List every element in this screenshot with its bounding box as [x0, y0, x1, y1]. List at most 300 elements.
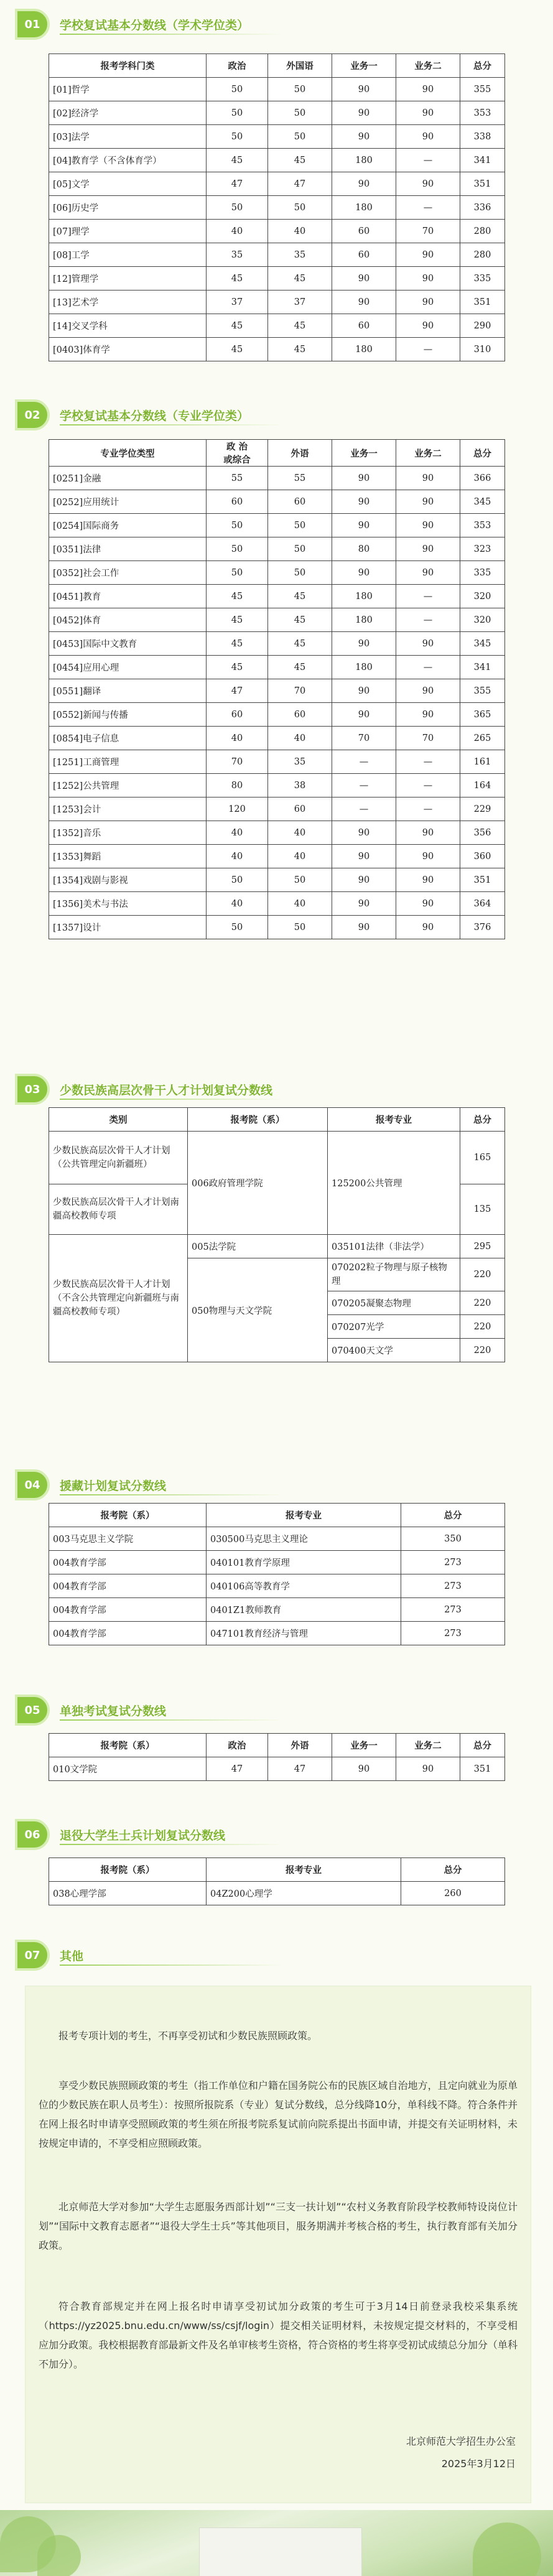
table-row — [49, 243, 505, 267]
table-cell: 90 — [396, 561, 460, 585]
table-cell: 90 — [332, 514, 396, 537]
title-underline — [60, 1965, 284, 1966]
leaf-decoration — [37, 2535, 81, 2576]
table-cell: 40 — [207, 821, 268, 845]
table-cell: 90 — [396, 172, 460, 196]
table-cell: 45 — [268, 338, 332, 361]
table-cell: 070205凝聚态物理 — [328, 1291, 460, 1315]
table-cell: 90 — [332, 467, 396, 490]
table-row — [49, 338, 505, 361]
table-cell: 50 — [207, 514, 268, 537]
table-cell: 351 — [460, 868, 505, 892]
column-header: 政 治 或综合 — [207, 440, 268, 467]
table-cell: 338 — [460, 125, 505, 149]
table-cell: — — [396, 797, 460, 821]
column-header: 政治 — [207, 54, 268, 78]
section-number-badge: 01 — [15, 9, 50, 40]
section-number-badge: 02 — [15, 399, 50, 430]
table-cell: 165 — [460, 1132, 505, 1184]
column-header: 业务一 — [332, 1734, 396, 1757]
table-cell: 220 — [460, 1339, 505, 1362]
professional-degree-score-table — [49, 439, 505, 939]
table-cell: 少数民族高层次骨干人才计划南疆高校教师专项 — [49, 1184, 188, 1235]
table-cell: — — [396, 149, 460, 172]
section-1 — [0, 0, 553, 355]
table-row — [49, 149, 505, 172]
notice-paragraph-3: 北京师范大学对参加“大学生志愿服务西部计划”“三支一扶计划”“农村义务教育阶段学校教师特设岗位计划”“国际中文教育志愿者”“退役大学生士兵”等其他项目，服务期满并考核合格的考生，执行教育部有关加分政策。 — [39, 2201, 518, 2251]
table-cell: 220 — [460, 1315, 505, 1339]
table-cell: 37 — [207, 291, 268, 314]
table-cell: 50 — [207, 916, 268, 939]
table-row — [49, 703, 505, 727]
table-cell: 355 — [460, 679, 505, 703]
table-cell: 90 — [396, 703, 460, 727]
table-cell: 265 — [460, 727, 505, 750]
table-cell: 006政府管理学院 — [188, 1132, 328, 1235]
table-cell: [0254]国际商务 — [49, 514, 207, 537]
table-cell: 40 — [268, 845, 332, 868]
column-header: 报考院（系） — [49, 1734, 207, 1757]
table-row — [49, 845, 505, 868]
table-cell: [0451]教育 — [49, 585, 207, 608]
table-cell: 45 — [207, 585, 268, 608]
table-cell: [14]交叉学科 — [49, 314, 207, 338]
table-cell: 45 — [207, 267, 268, 291]
table-cell: 90 — [396, 467, 460, 490]
leaf-decoration — [473, 2523, 541, 2576]
table-cell: 50 — [207, 101, 268, 125]
table-cell: 90 — [396, 101, 460, 125]
table-cell: 50 — [207, 561, 268, 585]
table-cell: 161 — [460, 750, 505, 774]
table-cell: 90 — [332, 632, 396, 656]
table-cell: 35 — [268, 750, 332, 774]
table-row — [49, 585, 505, 608]
table-cell: 55 — [207, 467, 268, 490]
section-title: 少数民族高层次骨干人才计划复试分数线 — [60, 1084, 273, 1097]
table-cell: [0552]新闻与传播 — [49, 703, 207, 727]
table-cell: 003马克思主义学院 — [49, 1527, 207, 1551]
table-cell: [03]法学 — [49, 125, 207, 149]
table-cell: 50 — [207, 125, 268, 149]
table-cell: 040106高等教育学 — [207, 1574, 401, 1598]
table-cell: 47 — [268, 172, 332, 196]
column-header: 总分 — [460, 54, 505, 78]
table-cell: 50 — [268, 868, 332, 892]
table-row — [49, 514, 505, 537]
table-cell: — — [396, 585, 460, 608]
section-2 — [0, 396, 553, 933]
table-cell: 少数民族高层次骨干人才计划（公共管理定向新疆班） — [49, 1132, 188, 1184]
table-cell: 50 — [268, 101, 332, 125]
column-header: 总分 — [401, 1858, 505, 1882]
section-number-badge: 06 — [15, 1819, 50, 1850]
table-cell: 004教育学部 — [49, 1598, 207, 1622]
table-cell: 40 — [268, 821, 332, 845]
title-underline — [60, 1844, 284, 1845]
column-header: 业务一 — [332, 54, 396, 78]
section-title: 援藏计划复试分数线 — [60, 1479, 167, 1493]
table-cell: — — [396, 656, 460, 679]
table-row — [49, 750, 505, 774]
table-row — [49, 916, 505, 939]
campus-photo — [0, 2510, 553, 2576]
table-cell: 90 — [396, 916, 460, 939]
table-row — [49, 291, 505, 314]
table-cell: 010文学院 — [49, 1757, 207, 1781]
column-header: 总分 — [460, 1734, 505, 1757]
section-header — [0, 396, 553, 434]
table-cell: 310 — [460, 338, 505, 361]
table-cell: 90 — [332, 845, 396, 868]
table-cell: 273 — [401, 1551, 505, 1574]
table-cell: 45 — [207, 149, 268, 172]
table-cell: [1354]戏剧与影视 — [49, 868, 207, 892]
table-row — [49, 608, 505, 632]
table-cell: 45 — [207, 338, 268, 361]
table-cell: 290 — [460, 314, 505, 338]
table-cell: 180 — [332, 608, 396, 632]
table-cell: 220 — [460, 1291, 505, 1315]
table-cell: 90 — [332, 561, 396, 585]
table-cell: 90 — [396, 267, 460, 291]
table-cell: 376 — [460, 916, 505, 939]
column-header: 业务二 — [396, 54, 460, 78]
table-cell: 50 — [268, 196, 332, 220]
table-cell: 90 — [332, 490, 396, 514]
table-cell: 345 — [460, 632, 505, 656]
table-cell: [0351]法律 — [49, 537, 207, 561]
table-row — [49, 656, 505, 679]
table-cell: [1252]公共管理 — [49, 774, 207, 797]
section-title: 其他 — [60, 1950, 84, 1963]
table-cell: 60 — [332, 243, 396, 267]
table-cell: 047101教育经济与管理 — [207, 1622, 401, 1645]
table-cell: 45 — [268, 608, 332, 632]
table-cell: 004教育学部 — [49, 1622, 207, 1645]
section-4 — [0, 1466, 553, 1639]
table-cell: 353 — [460, 101, 505, 125]
table-row — [49, 1551, 505, 1574]
table-cell: 45 — [268, 314, 332, 338]
title-underline — [60, 1494, 284, 1495]
table-cell: [07]理学 — [49, 220, 207, 243]
table-cell: — — [332, 750, 396, 774]
independent-exam-score-table — [49, 1733, 505, 1781]
column-header: 报考专业 — [328, 1108, 460, 1132]
veteran-plan-score-table — [49, 1858, 505, 1905]
column-header: 外语 — [268, 1734, 332, 1757]
table-cell: 45 — [207, 632, 268, 656]
section-header — [0, 1691, 553, 1729]
table-cell: 45 — [268, 632, 332, 656]
table-cell: — — [396, 608, 460, 632]
table-cell: 280 — [460, 243, 505, 267]
table-cell: 351 — [460, 1757, 505, 1781]
title-underline — [60, 1719, 284, 1721]
section-header — [0, 5, 553, 44]
table-cell: [08]工学 — [49, 243, 207, 267]
table-cell: 353 — [460, 514, 505, 537]
table-cell: — — [396, 196, 460, 220]
table-cell: [0854]电子信息 — [49, 727, 207, 750]
table-cell: 70 — [396, 220, 460, 243]
academic-degree-score-table — [49, 53, 505, 361]
table-row — [49, 774, 505, 797]
table-cell: 005法学院 — [188, 1235, 328, 1258]
column-header: 专业学位类型 — [49, 440, 207, 467]
column-header: 报考专业 — [207, 1858, 401, 1882]
table-row — [49, 1527, 505, 1551]
table-cell: 351 — [460, 291, 505, 314]
table-cell: 0401Z1教师教育 — [207, 1598, 401, 1622]
table-row — [49, 220, 505, 243]
section-6 — [0, 1815, 553, 1899]
table-cell: 50 — [268, 125, 332, 149]
table-row — [49, 632, 505, 656]
section-5 — [0, 1691, 553, 1775]
table-cell: 90 — [332, 821, 396, 845]
table-cell: 45 — [268, 585, 332, 608]
table-cell: 47 — [207, 679, 268, 703]
table-cell: 355 — [460, 78, 505, 101]
table-cell: 38 — [268, 774, 332, 797]
table-row — [49, 196, 505, 220]
section-header — [0, 1466, 553, 1504]
table-cell: 60 — [268, 490, 332, 514]
table-row — [49, 1622, 505, 1645]
table-cell: [0252]应用统计 — [49, 490, 207, 514]
table-cell: 40 — [207, 892, 268, 916]
table-cell: 004教育学部 — [49, 1574, 207, 1598]
table-cell: [0352]社会工作 — [49, 561, 207, 585]
table-cell: 90 — [332, 291, 396, 314]
section-title: 退役大学生士兵计划复试分数线 — [60, 1829, 226, 1843]
table-row — [49, 1757, 505, 1781]
table-cell: 45 — [268, 149, 332, 172]
tibet-aid-plan-score-table — [49, 1503, 505, 1645]
table-cell: — — [396, 338, 460, 361]
table-cell: 335 — [460, 561, 505, 585]
table-cell: 少数民族高层次骨干人才计划（不含公共管理定向新疆班与南疆高校教师专项） — [49, 1235, 188, 1362]
table-cell: 50 — [268, 78, 332, 101]
section-number-badge: 03 — [15, 1074, 50, 1105]
table-cell: 47 — [268, 1757, 332, 1781]
table-cell: 60 — [207, 703, 268, 727]
column-header: 业务二 — [396, 1734, 460, 1757]
table-cell: 90 — [396, 291, 460, 314]
table-cell: 35 — [268, 243, 332, 267]
table-cell: 280 — [460, 220, 505, 243]
table-cell: 350 — [401, 1527, 505, 1551]
table-row — [49, 1598, 505, 1622]
table-cell: 55 — [268, 467, 332, 490]
table-cell: 004教育学部 — [49, 1551, 207, 1574]
table-cell: 335 — [460, 267, 505, 291]
table-cell: 90 — [396, 1757, 460, 1781]
table-cell: — — [332, 774, 396, 797]
table-cell: 345 — [460, 490, 505, 514]
table-cell: [06]历史学 — [49, 196, 207, 220]
table-cell: 45 — [268, 267, 332, 291]
table-cell: 90 — [332, 868, 396, 892]
title-underline — [60, 424, 284, 425]
table-cell: 360 — [460, 845, 505, 868]
column-header: 报考学科门类 — [49, 54, 207, 78]
table-cell: 45 — [207, 608, 268, 632]
table-cell: 341 — [460, 149, 505, 172]
column-header: 报考院（系） — [49, 1858, 207, 1882]
table-cell: 070207光学 — [328, 1315, 460, 1339]
table-cell: 180 — [332, 149, 396, 172]
table-cell: [1353]舞蹈 — [49, 845, 207, 868]
title-underline — [60, 34, 284, 35]
table-cell: [0452]体育 — [49, 608, 207, 632]
table-cell: 50 — [268, 537, 332, 561]
table-cell: 90 — [396, 243, 460, 267]
table-cell: 70 — [332, 727, 396, 750]
table-cell: [1251]工商管理 — [49, 750, 207, 774]
table-cell: 90 — [332, 703, 396, 727]
table-cell: 364 — [460, 892, 505, 916]
table-cell: 70 — [207, 750, 268, 774]
table-cell: 90 — [396, 514, 460, 537]
table-cell: 90 — [332, 679, 396, 703]
table-row — [49, 125, 505, 149]
table-cell: 04Z200心理学 — [207, 1882, 401, 1905]
table-cell: 60 — [332, 314, 396, 338]
table-cell: 40 — [207, 220, 268, 243]
table-cell: 90 — [396, 632, 460, 656]
table-cell: 45 — [268, 656, 332, 679]
table-cell: [05]文学 — [49, 172, 207, 196]
section-header — [0, 1936, 553, 1974]
title-underline — [60, 1099, 284, 1100]
column-header: 类别 — [49, 1108, 188, 1132]
table-cell: 040101教育学原理 — [207, 1551, 401, 1574]
section-header — [0, 1070, 553, 1109]
table-cell: 40 — [268, 727, 332, 750]
table-cell: 229 — [460, 797, 505, 821]
table-cell: 050物理与天文学院 — [188, 1258, 328, 1362]
table-cell: 90 — [396, 125, 460, 149]
section-title: 学校复试基本分数线（专业学位类） — [60, 409, 249, 423]
table-cell: [0403]体育学 — [49, 338, 207, 361]
column-header: 政治 — [207, 1734, 268, 1757]
table-cell: 273 — [401, 1598, 505, 1622]
table-cell: 70 — [396, 727, 460, 750]
table-cell: 120 — [207, 797, 268, 821]
column-header: 外国语 — [268, 54, 332, 78]
table-cell: 90 — [396, 868, 460, 892]
table-cell: 366 — [460, 467, 505, 490]
table-cell: [0453]国际中文教育 — [49, 632, 207, 656]
table-cell: 070400天文学 — [328, 1339, 460, 1362]
minority-plan-score-table — [49, 1107, 505, 1362]
table-cell: 47 — [207, 1757, 268, 1781]
table-cell: 60 — [207, 490, 268, 514]
table-cell: 90 — [332, 267, 396, 291]
table-cell: 35 — [207, 243, 268, 267]
table-cell: 90 — [332, 892, 396, 916]
column-header: 业务二 — [396, 440, 460, 467]
notice-paragraph-4: 符合教育部规定并在网上报名时申请享受初试加分政策的考生可于3月14日前登录我校采集系统（https://yz2025.bnu.edu.cn/www/ss/csjf/login）提交相关证明材料，未按规定提交材料的，不享受相应加分政策。我校根据教育部最新文件及名单审核考生资格，符合资格的考生将享受初试成绩总分加分（单科不加分）。 — [39, 2300, 518, 2370]
issue-date: 2025年3月12日 — [441, 2458, 516, 2470]
table-cell: 47 — [207, 172, 268, 196]
table-cell: [1357]设计 — [49, 916, 207, 939]
table-cell: 038心理学部 — [49, 1882, 207, 1905]
section-3 — [0, 1070, 553, 1356]
table-cell: 070202粒子物理与原子核物理 — [328, 1258, 460, 1291]
table-cell: 164 — [460, 774, 505, 797]
table-cell: 50 — [268, 916, 332, 939]
column-header: 报考院（系） — [188, 1108, 328, 1132]
issuer-name: 北京师范大学招生办公室 — [406, 2435, 516, 2447]
table-cell: 90 — [332, 101, 396, 125]
table-cell: 180 — [332, 338, 396, 361]
table-row — [49, 1574, 505, 1598]
table-cell: [1352]音乐 — [49, 821, 207, 845]
table-cell: 356 — [460, 821, 505, 845]
section-header — [0, 1815, 553, 1854]
table-cell: [04]教育学（不含体育学） — [49, 149, 207, 172]
table-row — [49, 267, 505, 291]
table-cell: 60 — [268, 703, 332, 727]
table-cell: 220 — [460, 1258, 505, 1291]
table-cell: 90 — [332, 1757, 396, 1781]
table-cell: 180 — [332, 585, 396, 608]
table-cell: 40 — [268, 220, 332, 243]
table-row — [49, 821, 505, 845]
section-7 — [0, 1936, 553, 2470]
table-cell: — — [332, 797, 396, 821]
section-title: 单独考试复试分数线 — [60, 1704, 167, 1718]
table-cell: 90 — [396, 537, 460, 561]
column-header: 报考院（系） — [49, 1504, 207, 1527]
table-cell: 80 — [332, 537, 396, 561]
table-cell: 45 — [207, 656, 268, 679]
table-cell: 90 — [332, 125, 396, 149]
section-number-badge: 05 — [15, 1695, 50, 1726]
table-cell: 90 — [396, 679, 460, 703]
column-header: 总分 — [460, 440, 505, 467]
table-cell: 180 — [332, 656, 396, 679]
table-cell: 50 — [268, 561, 332, 585]
table-cell: 90 — [396, 314, 460, 338]
table-row — [49, 561, 505, 585]
table-cell: 90 — [396, 845, 460, 868]
column-header: 总分 — [460, 1108, 505, 1132]
table-cell: 50 — [207, 78, 268, 101]
table-cell: 273 — [401, 1574, 505, 1598]
column-header: 总分 — [401, 1504, 505, 1527]
table-cell: 365 — [460, 703, 505, 727]
table-row — [49, 101, 505, 125]
section-title: 学校复试基本分数线（学术学位类） — [60, 19, 249, 32]
table-cell: 90 — [396, 490, 460, 514]
table-row — [49, 78, 505, 101]
table-cell: 341 — [460, 656, 505, 679]
table-cell: 273 — [401, 1622, 505, 1645]
table-cell: — — [396, 774, 460, 797]
building-shape — [199, 2527, 362, 2576]
notice-paragraph-2: 享受少数民族照顾政策的考生（指工作单位和户籍在国务院公布的民族区域自治地方，且定向就业为原单位的少数民族在职人员考生）：按照所报院系（专业）复试分数线，总分线降10分，单科线不降。符合条件并在网上报名时申请享受照顾政策的考生须在所报考院系复试前向院系提出书面申请，并提交有关证明材料，未按规定申请的，不享受相应照顾政策。 — [39, 2080, 518, 2149]
table-cell: 45 — [207, 314, 268, 338]
table-cell: 50 — [207, 196, 268, 220]
table-row — [49, 679, 505, 703]
table-row — [49, 172, 505, 196]
table-cell: 90 — [396, 821, 460, 845]
